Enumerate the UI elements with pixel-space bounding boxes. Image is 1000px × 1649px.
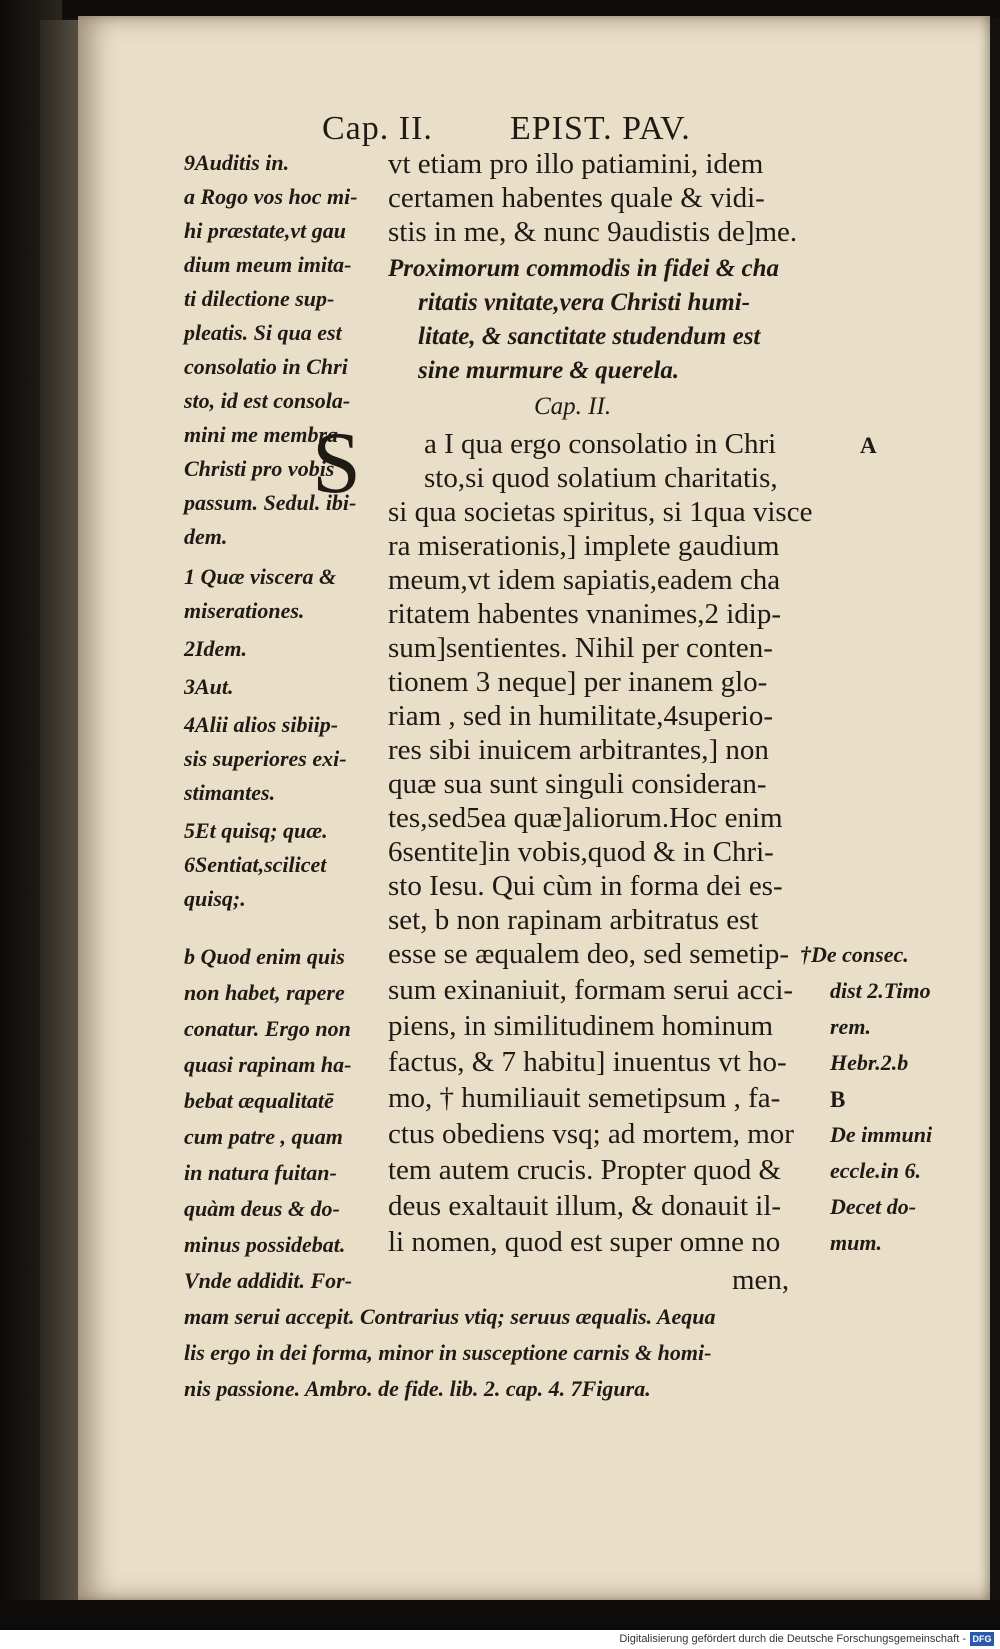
body-line: a I qua ergo consolatio in Chri [424,428,777,460]
body-line: piens, in similitudinem hominum [388,1010,774,1042]
body-line: meum,vt idem sapiatis,eadem cha [388,564,781,596]
digitization-credit: Digitalisierung gefördert durch die Deutsche Forschungsgemeinschaft - [619,1633,966,1645]
gloss-line: 3Aut. [184,674,234,699]
margin-section-marker-b: B [830,1087,846,1112]
footnote-line: nis passione. Ambro. de fide. lib. 2. cap. 4. 7Figura. [184,1376,651,1401]
gloss-line: sto, id est consola- [184,388,351,413]
body-line: factus, & 7 habitu] inuentus vt ho- [388,1046,787,1078]
gloss-line: b Quod enim quis [184,944,345,969]
footnote-line: mam serui accepit. Contrarius vtiq; seruus æqualis. Aequa [184,1304,716,1329]
gloss-line: quisq;. [184,886,246,911]
body-line: li nomen, quod est super omne no [388,1226,781,1258]
chapter-summary-line: litate, & sanctitate studendum est [418,323,761,350]
body-line: sto,si quod solatium charitatis, [424,462,778,494]
body-line: deus exaltauit illum, & donauit il- [388,1190,782,1222]
book-page [78,16,990,1600]
chapter-heading: Cap. II. [534,393,612,420]
gloss-line: dem. [184,524,228,549]
body-line: vt etiam pro illo patiamini, idem [388,148,764,180]
margin-note: Decet do- [830,1194,917,1219]
page-edge-shadow [40,20,82,1600]
body-line: res sibi inuicem arbitrantes,] non [388,734,769,766]
gloss-line: passum. Sedul. ibi- [184,490,357,515]
dfg-logo: DFG [970,1632,994,1646]
body-line: ctus obediens vsq; ad mortem, mor [388,1118,794,1150]
gloss-line: 4Alii alios sibiip- [184,712,339,737]
chapter-summary-line: Proximorum commodis in fidei & cha [388,255,779,282]
gloss-line: a Rogo vos hoc mi- [184,184,358,209]
body-line: mo, † humiliauit semetipsum , fa- [388,1082,781,1114]
body-line: tes,sed5ea quæ]aliorum.Hoc enim [388,802,783,834]
gloss-line: 5Et quisq; quæ. [184,818,328,843]
gloss-line: 9Auditis in. [184,150,290,175]
gloss-line: sis superiores exi- [184,746,347,771]
body-line: stis in me, & nunc 9audistis de]me. [388,216,798,248]
gloss-line: minus possidebat. [184,1232,346,1257]
running-head-title: EPIST. PAV. [510,110,691,147]
body-line: riam , sed in humilitate,4superio- [388,700,773,732]
gloss-line: 2Idem. [184,636,247,661]
gloss-line: bebat æqualitatē [184,1088,334,1113]
margin-section-marker-a: A [860,433,877,458]
margin-note: De immuni [830,1122,933,1147]
body-line: tem autem crucis. Propter quod & [388,1154,782,1186]
gloss-line: cum patre , quam [184,1124,343,1149]
margin-note: mum. [830,1230,882,1255]
body-line: sum exinaniuit, formam serui acci- [388,974,794,1006]
body-line: si qua societas spiritus, si 1qua visce [388,496,813,528]
margin-note: rem. [830,1014,871,1039]
gloss-line: 1 Quæ viscera & [184,564,337,589]
body-line: men, [732,1264,790,1296]
body-line: tionem 3 neque] per inanem glo- [388,666,768,698]
gloss-line: 6Sentiat,scilicet [184,852,327,877]
body-line: sum]sentientes. Nihil per conten- [388,632,773,664]
footnote-line: lis ergo in dei forma, minor in susceptione carnis & homi- [184,1340,712,1365]
gloss-line: consolatio in Chri [184,354,348,379]
gloss-line: quàm deus & do- [184,1196,340,1221]
running-head-chapter: Cap. II. [322,110,433,147]
drop-cap: S [312,415,361,512]
margin-note: eccle.in 6. [830,1158,922,1183]
margin-note: †De consec. [800,942,909,967]
gloss-line: conatur. Ergo non [184,1016,351,1041]
body-line: set, b non rapinam arbitratus est [388,904,759,936]
body-line: quæ sua sunt singuli consideran- [388,768,767,800]
gloss-line: quasi rapinam ha- [184,1052,352,1077]
body-line: ra miserationis,] implete gaudium [388,530,780,562]
gloss-line: miserationes. [184,598,305,623]
gloss-line: hi præstate,vt gau [184,218,346,243]
chapter-summary-line: sine murmure & querela. [418,357,680,384]
body-line: esse se æqualem deo, sed semetip- [388,938,790,970]
body-line: ritatem habentes vnanimes,2 idip- [388,598,782,630]
scan-bottom-border [0,1600,1000,1630]
gloss-line: Vnde addidit. For- [184,1268,353,1293]
gloss-line: in natura fuitan- [184,1160,337,1185]
gloss-line: non habet, rapere [184,980,345,1005]
gloss-line: mini me membra [184,422,338,447]
body-line: certamen habentes quale & vidi- [388,182,765,214]
body-line: 6sentite]in vobis,quod & in Chri- [388,836,774,868]
gloss-line: dium meum imita- [184,252,352,277]
margin-note: Hebr.2.b [830,1050,909,1075]
body-line: sto Iesu. Qui cùm in forma dei es- [388,870,783,902]
chapter-summary-line: ritatis vnitate,vera Christi humi- [418,289,750,316]
gloss-line: Christi pro vobis [184,456,335,481]
gloss-line: ti dilectione sup- [184,286,335,311]
gloss-line: pleatis. Si qua est [184,320,342,345]
margin-note: dist 2.Timo [830,978,931,1003]
gloss-line: stimantes. [184,780,276,805]
